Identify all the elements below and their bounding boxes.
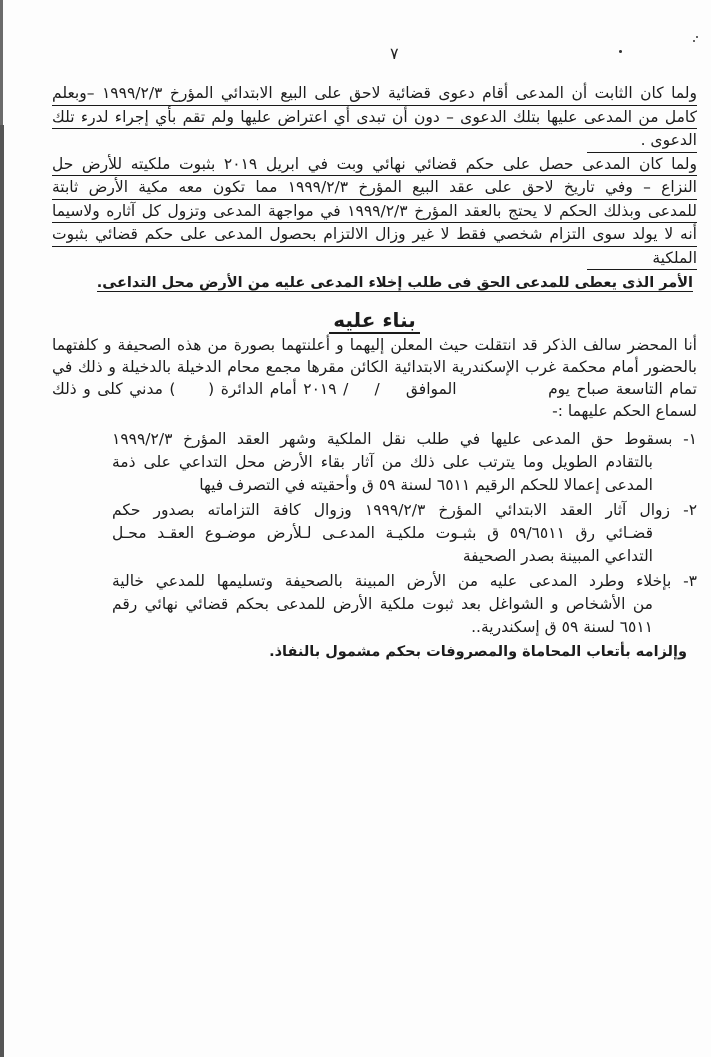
text-line: قضـائي رق ٥٩/٦٥١١ ق بثبـوت ملكيـة المدعـى لـلأرض موضـوع العقـد محـل: [112, 524, 653, 542]
scan-speck: [619, 50, 622, 53]
conclusion-statement: [52, 272, 697, 294]
text-line: ٦٥١١ لسنة ٥٩ ق إسكندرية..: [471, 618, 653, 636]
scan-speck: [693, 40, 695, 42]
text-line: الدعوى .: [587, 129, 697, 153]
text-line: ٣- بإخلاء وطرد المدعى عليه من الأرض المبينة بالصحيفة وتسليمها للمدعي خالية: [112, 572, 697, 590]
text-line: بالحضور أمام محكمة غرب الإسكندرية الابتدائية الكائن مقرها مجمع محام الدخيلة بالدخيلة و ذلك في: [52, 358, 697, 376]
text-line: النزاع – وفي تاريخ لاحق على عقد البيع المؤرخ ١٩٩٩/٢/٣ مما تكون معه مكية الأرض ثابتة: [52, 176, 697, 200]
list-item: [52, 499, 697, 568]
section-heading: [52, 308, 697, 332]
text-line: تمام التاسعة صباح يوم الموافق / / ٢٠١٩ أمام الدائرة ( ) مدني كلى و ذلك: [52, 380, 697, 398]
text-line: أنا المحضر سالف الذكر قد انتقلت حيث المعلن إليهما و أعلنتهما بصورة من هذه الصحيفة و كلفتهما: [52, 336, 697, 354]
text-line: ١- بسقوط حق المدعى عليها في طلب نقل الملكية وشهر العقد المؤرخ ١٩٩٩/٢/٣: [112, 430, 697, 448]
list-item: [52, 428, 697, 497]
text-line: المدعى إعمالا للحكم الرقيم ٦٥١١ لسنة ٥٩ ق وأحقيته في التصرف فيها: [199, 476, 653, 494]
page-number: ٧: [390, 44, 399, 63]
service-paragraph: [52, 334, 697, 422]
scan-speck: [696, 36, 698, 38]
conclusion-text: الأمر الذى يعطى للمدعى الحق فى طلب إخلاء المدعى عليه من الأرض محل التداعى.: [96, 275, 693, 291]
text-line: لسماع الحكم عليهما :-: [552, 402, 697, 420]
list-item: [52, 570, 697, 639]
text-line: ولما كان الثابت أن المدعى أقام دعوى قضائية لاحق على البيع الابتدائي المؤرخ ١٩٩٩/٢/٣ –وبعلم: [52, 82, 697, 106]
underlined-intro: [52, 82, 697, 270]
text-line: الملكية: [587, 247, 697, 271]
text-line: أنه لا يولد سوى التزام شخصي فقط لا غير وزال الالتزام بحصول المدعى على حكم قضائي بثبوت: [52, 223, 697, 247]
requests-list: [52, 428, 697, 639]
text-line: ٢- زوال آثار العقد الابتدائي المؤرخ ١٩٩٩/٢/٣ وزوال كافة التزاماته بصدور حكم: [112, 501, 697, 519]
text-line: كامل من المدعى عليها بتلك الدعوى – دون أن تبدى أي اعتراض عليها ولم تقم بأي إجراء لدرء تلك: [52, 106, 697, 130]
final-request: وإلزامه بأتعاب المحاماة والمصروفات بحكم مشمول بالنفاذ.: [269, 644, 687, 660]
text-line: من الأشخاص و الشواغل بعد ثبوت ملكية الأرض للمدعى بحكم قضائي نهائي رقم: [112, 595, 653, 613]
text-line: ولما كان المدعى حصل على حكم قضائي نهائي وبت في ابريل ٢٠١٩ بثبوت ملكيته للأرض حل: [52, 153, 697, 177]
text-line: للمدعى وبذلك الحكم لا يحتج بالعقد المؤرخ ١٩٩٩/٢/٣ في مواجهة المدعى وتزول كل آثاره ولاسيما: [52, 200, 697, 224]
scan-edge: [0, 125, 4, 1057]
text-line: بالتقادم الطويل وما يترتب على ذلك من آثار بقاء الأرض محل التداعي على ذمة: [112, 453, 653, 471]
heading-text: بناء عليه: [329, 308, 420, 334]
text-line: التداعي المبينة بصدر الصحيفة: [462, 547, 653, 565]
document-body: [52, 82, 697, 663]
